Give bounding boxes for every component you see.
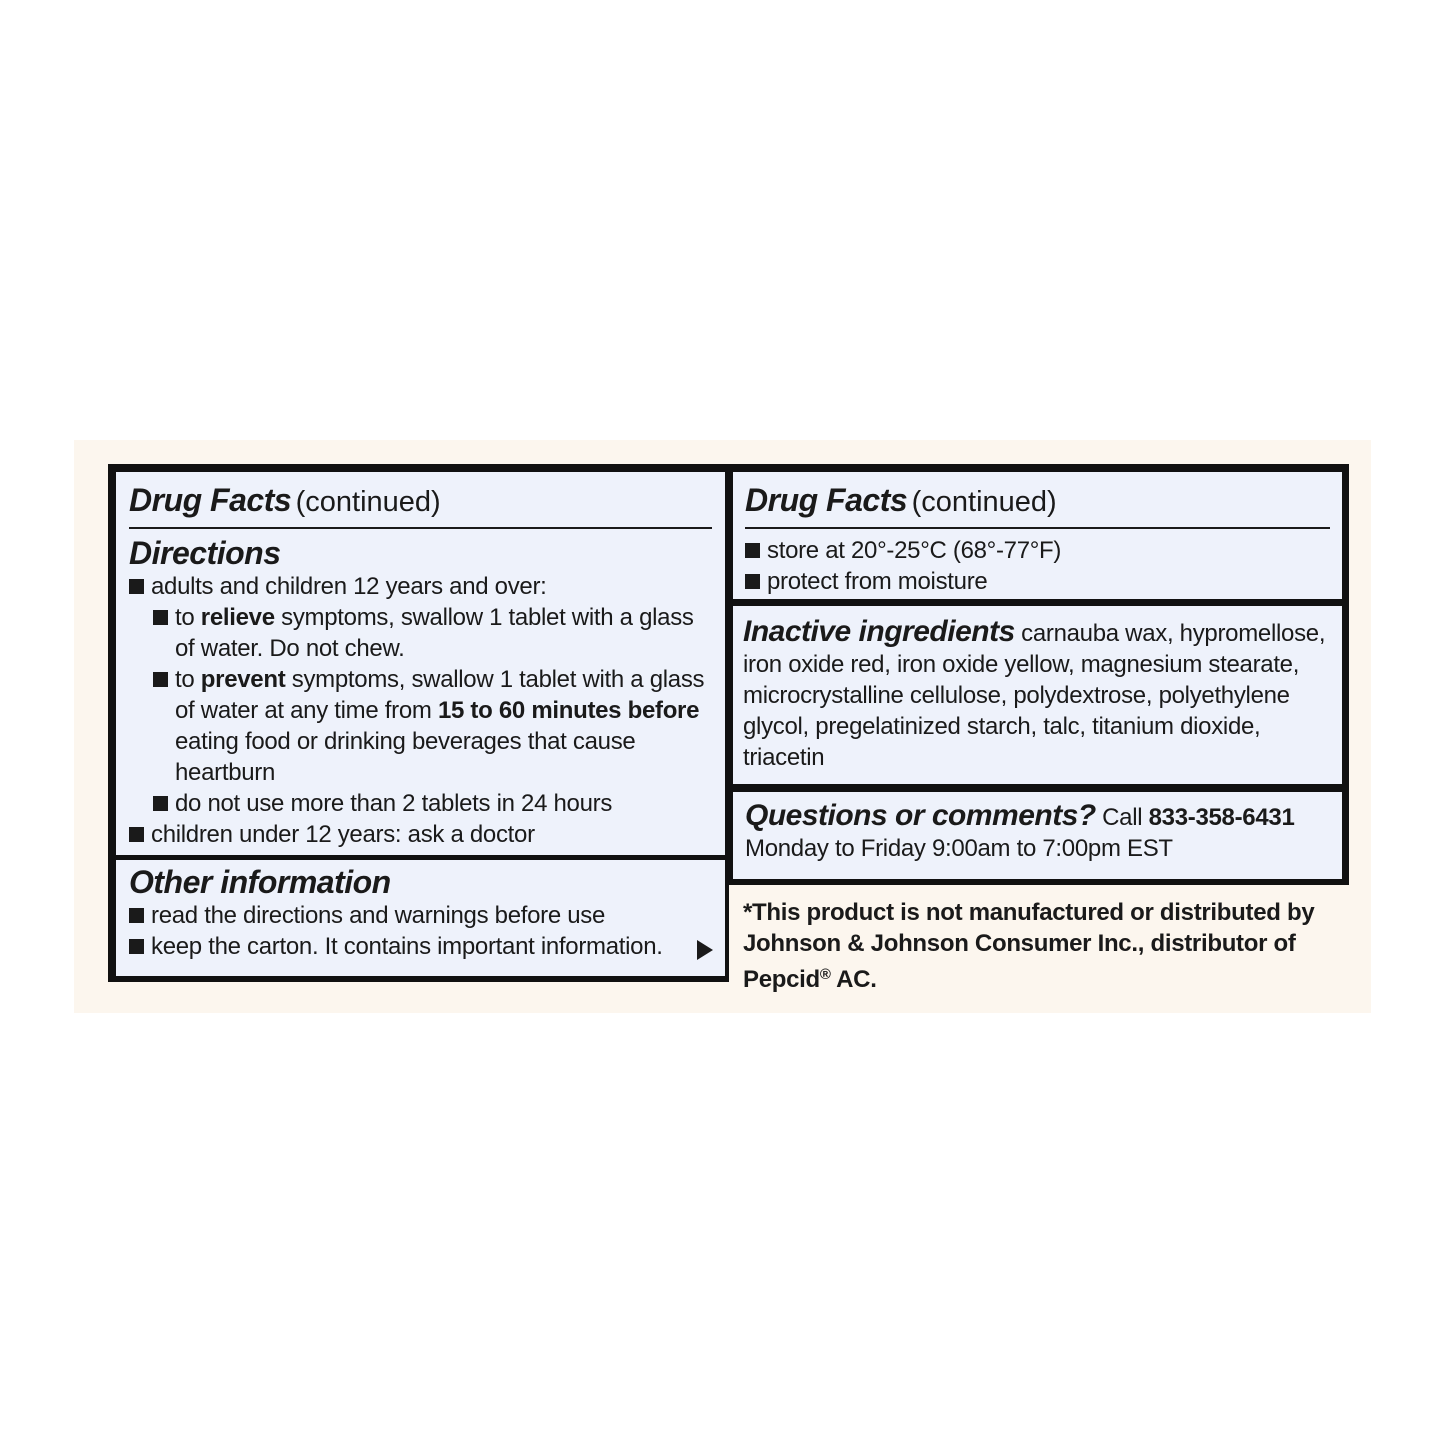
- left-header-continued: (continued): [295, 486, 441, 518]
- bullet-square-icon: [129, 579, 144, 594]
- continue-arrow-icon: [697, 940, 713, 960]
- questions-phone: 833-358-6431: [1148, 804, 1295, 831]
- storage-item-moisture: protect from moisture: [745, 566, 1330, 597]
- right-header-title: Drug Facts: [745, 482, 908, 518]
- other-item-read: read the directions and warnings before use: [129, 900, 712, 931]
- storage-box: [733, 472, 1342, 599]
- directions-item-children: children under 12 years: ask a doctor: [129, 819, 712, 850]
- bullet-square-icon: [153, 672, 168, 687]
- directions-box: [116, 472, 725, 855]
- storage-item-temp: store at 20°-25°C (68°-77°F): [745, 535, 1330, 566]
- directions-sub-limit: do not use more than 2 tablets in 24 hours: [153, 788, 712, 819]
- bullet-square-icon: [129, 827, 144, 842]
- right-drug-facts-header: [745, 482, 1330, 519]
- other-information-box: [116, 860, 725, 976]
- questions-title: Questions or comments?: [745, 799, 1096, 832]
- left-header-title: Drug Facts: [129, 482, 292, 518]
- directions-sub-prevent: to prevent symptoms, swallow 1 tablet with a glass of water at any time from 15 to 60 minutes before eating food or drinking beverages that cause heartburn: [153, 664, 712, 788]
- other-item-keep: keep the carton. It contains important information.: [129, 931, 712, 962]
- inactive-ingredients-title: Inactive ingredients: [743, 615, 1015, 648]
- bullet-square-icon: [153, 796, 168, 811]
- questions-box: [733, 792, 1342, 879]
- disclaimer-text: *This product is not manufactured or distributed by Johnson & Johnson Consumer Inc., distributor of Pepcid® AC.: [743, 899, 1315, 993]
- directions-item-adults: adults and children 12 years and over:: [129, 571, 712, 602]
- questions-call: Call: [1102, 804, 1149, 831]
- bullet-square-icon: [129, 939, 144, 954]
- bullet-square-icon: [153, 610, 168, 625]
- directions-sub-relieve: to relieve symptoms, swallow 1 tablet with a glass of water. Do not chew.: [153, 602, 712, 664]
- bullet-square-icon: [745, 574, 760, 589]
- other-information-title: Other information: [129, 864, 391, 900]
- bullet-square-icon: [745, 543, 760, 558]
- inactive-ingredients-box: [733, 606, 1342, 784]
- left-drug-facts-header: [129, 482, 712, 519]
- left-header-rule: [129, 527, 712, 529]
- bullet-square-icon: [129, 908, 144, 923]
- right-header-rule: [745, 527, 1330, 529]
- questions-hours: Monday to Friday 9:00am to 7:00pm EST: [745, 835, 1173, 862]
- inactive-ingredients-text: carnauba wax, hypromellose, iron oxide red, iron oxide yellow, magnesium stearate, microcrystalline cellulose, polydextrose, polyethylene glycol, pregelatinized starch, talc, titanium dioxide, triacetin: [743, 620, 1326, 771]
- directions-title: Directions: [129, 535, 281, 571]
- right-header-continued: (continued): [911, 486, 1057, 518]
